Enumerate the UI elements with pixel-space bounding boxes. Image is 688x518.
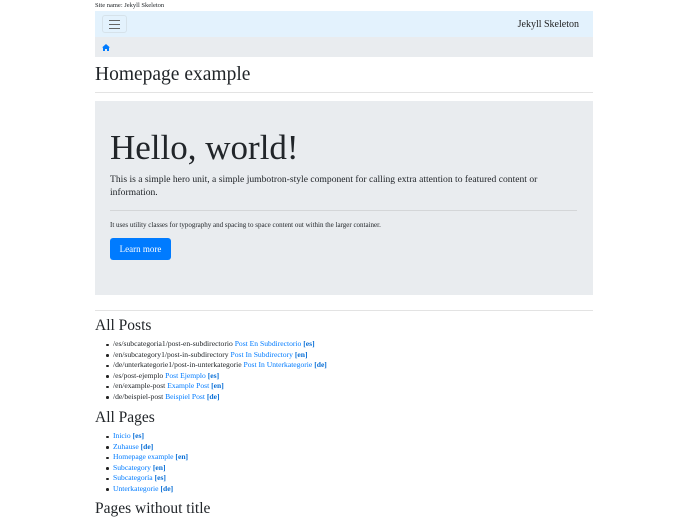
- navbar-brand[interactable]: Jekyll Skeleton: [517, 18, 579, 30]
- post-path: /es/subcategoria1/post-en-subdirectorio: [113, 339, 233, 348]
- post-path: /en/example-post: [113, 381, 166, 391]
- divider: [110, 210, 577, 211]
- post-list-item: [113, 371, 327, 382]
- divider: [95, 310, 593, 311]
- language-tag[interactable]: [en]: [294, 349, 308, 359]
- site-name: Site name: Jekyll Skeleton: [95, 2, 165, 9]
- post-list-item: [113, 339, 327, 350]
- menu-toggle-button[interactable]: [102, 15, 127, 33]
- page-link[interactable]: Unterkategorie: [113, 483, 159, 493]
- jumbotron: [95, 101, 593, 295]
- page-link[interactable]: Subcategory: [113, 462, 151, 472]
- post-link[interactable]: Post Ejemplo: [165, 370, 206, 380]
- divider: [95, 92, 593, 93]
- home-icon[interactable]: [102, 38, 110, 56]
- page-list-item: [113, 463, 188, 474]
- language-tag[interactable]: [en]: [152, 462, 166, 472]
- breadcrumb: [95, 37, 593, 57]
- jumbotron-text: It uses utility classes for typography and spacing to space content out within the larger container.: [110, 221, 381, 229]
- pages-list: [113, 431, 188, 495]
- post-list-item: [113, 360, 327, 371]
- hamburger-line: [109, 24, 120, 25]
- navbar: [95, 11, 593, 37]
- post-list-item: [113, 350, 327, 361]
- language-tag[interactable]: [es]: [303, 339, 315, 348]
- page-link[interactable]: Homepage example: [113, 452, 174, 462]
- language-tag[interactable]: [de]: [314, 360, 327, 370]
- post-path: /en/subcategory1/post-in-subdirectory: [113, 349, 229, 359]
- language-tag[interactable]: [es]: [132, 431, 145, 440]
- language-tag[interactable]: [en]: [175, 452, 189, 462]
- post-path: /de/unterkategorie1/post-in-unterkategorie: [113, 360, 242, 370]
- all-posts-heading: All Posts: [95, 317, 152, 334]
- post-list-item: [113, 392, 327, 403]
- jumbotron-heading: Hello, world!: [110, 128, 299, 167]
- page-link[interactable]: Inicio: [113, 431, 131, 440]
- page-link[interactable]: Zuhause: [113, 441, 139, 451]
- language-tag[interactable]: [de]: [206, 391, 220, 401]
- language-tag[interactable]: [es]: [207, 370, 220, 380]
- jumbotron-lead: This is a simple hero unit, a simple jumbotron-style component for calling extra attention to featured content or information.: [110, 174, 538, 198]
- posts-list: [113, 339, 327, 403]
- post-path: /es/post-ejemplo: [113, 370, 164, 380]
- post-link[interactable]: Post In Unterkategorie: [243, 360, 313, 370]
- learn-more-button[interactable]: Learn more: [110, 238, 171, 260]
- page-list-item: [113, 431, 188, 442]
- hamburger-icon: [109, 20, 120, 21]
- pages-without-title-heading: Pages without title: [95, 500, 211, 517]
- post-list-item: [113, 381, 327, 392]
- page-list-item: [113, 473, 188, 484]
- page-list-item: [113, 442, 188, 453]
- page-list-item: [113, 484, 188, 495]
- page-link[interactable]: Subcategoría: [113, 473, 153, 483]
- page-title: Homepage example: [95, 64, 251, 85]
- post-link[interactable]: Post En Subdirectorio: [234, 339, 302, 348]
- language-tag[interactable]: [es]: [154, 473, 166, 483]
- language-tag[interactable]: [de]: [160, 483, 174, 493]
- post-link[interactable]: Post In Subdirectory: [230, 349, 293, 359]
- language-tag[interactable]: [en]: [211, 381, 224, 391]
- page-list-item: [113, 452, 188, 463]
- hamburger-line: [109, 28, 120, 29]
- post-link[interactable]: Beispiel Post: [165, 391, 205, 401]
- post-link[interactable]: Example Post: [167, 381, 210, 391]
- all-pages-heading: All Pages: [95, 409, 155, 426]
- language-tag[interactable]: [de]: [140, 441, 154, 451]
- post-path: /de/beispiel-post: [113, 391, 164, 401]
